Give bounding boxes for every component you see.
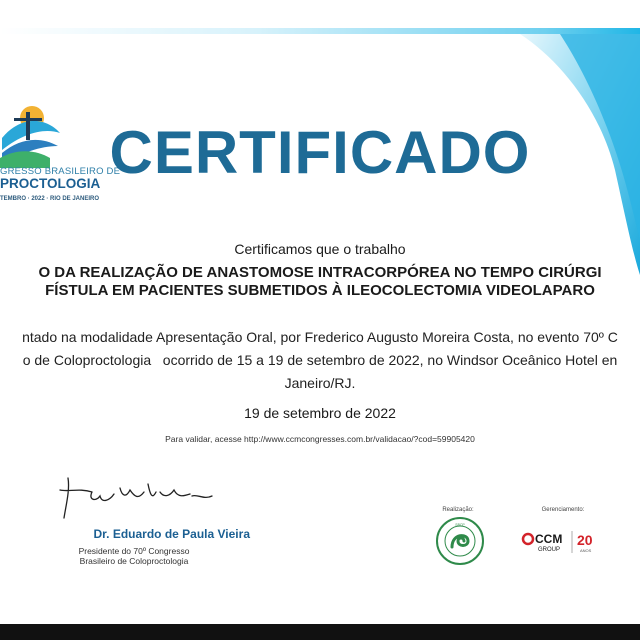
svg-text:GROUP: GROUP [538,547,561,553]
certificate-title: CERTIFICADO [109,119,531,186]
work-title-line-2: FÍSTULA EM PACIENTES SUBMETIDOS À ILEOCOLECTOMIA VIDEOLAPARO [45,282,595,299]
logo-text-proctologia: PROCTOLOGIA [0,176,101,191]
body-line-2: o de Coloproctologia ocorrido de 15 a 19 de setembro de 2022, no Windsor Oceânico Hotel en [22,352,618,368]
body-line-1: ntado na modalidade Apresentação Oral, por Frederico Augusto Moreira Costa, no evento 70º C [22,329,618,345]
intro-text: Certificamos que o trabalho [234,241,406,257]
validation-link[interactable]: Para validar, acesse http://www.ccmcongresses.com.br/validacao/?cod=59905420 [165,434,475,444]
realizacao-label: Realização: [442,507,474,513]
body-line-3: Janeiro/RJ. [284,375,356,391]
signer-role-line-2: Brasileiro de Coloproctologia [79,556,189,566]
svg-text:20: 20 [577,532,593,548]
issue-date: 19 de setembro de 2022 [244,405,396,421]
signer-name: Dr. Eduardo de Paula Vieira [93,527,250,541]
svg-text:CCM: CCM [535,532,563,546]
signer-role-line-1: Presidente do 70º Congresso [78,546,190,556]
work-title-line-1: O DA REALIZAÇÃO DE ANASTOMOSE INTRACORPÓREA NO TEMPO CIRÚRGI [38,264,602,281]
work-title [0,264,640,300]
ccm-group-logo [520,527,610,559]
logo-text-date-location: TEMBRO · 2022 · RIO DE JANEIRO [0,196,100,202]
gerenciamento-label: Gerenciamento: [541,507,585,513]
certificate-body [0,326,640,395]
bottom-bar [0,624,640,640]
signature-image [40,470,230,530]
svg-text:SBCP: SBCP [455,523,465,527]
svg-text:ANOS: ANOS [580,548,592,553]
sbcp-seal-icon [436,517,484,565]
logo-text-congress: GRESSO BRASILEIRO DE [0,166,121,177]
